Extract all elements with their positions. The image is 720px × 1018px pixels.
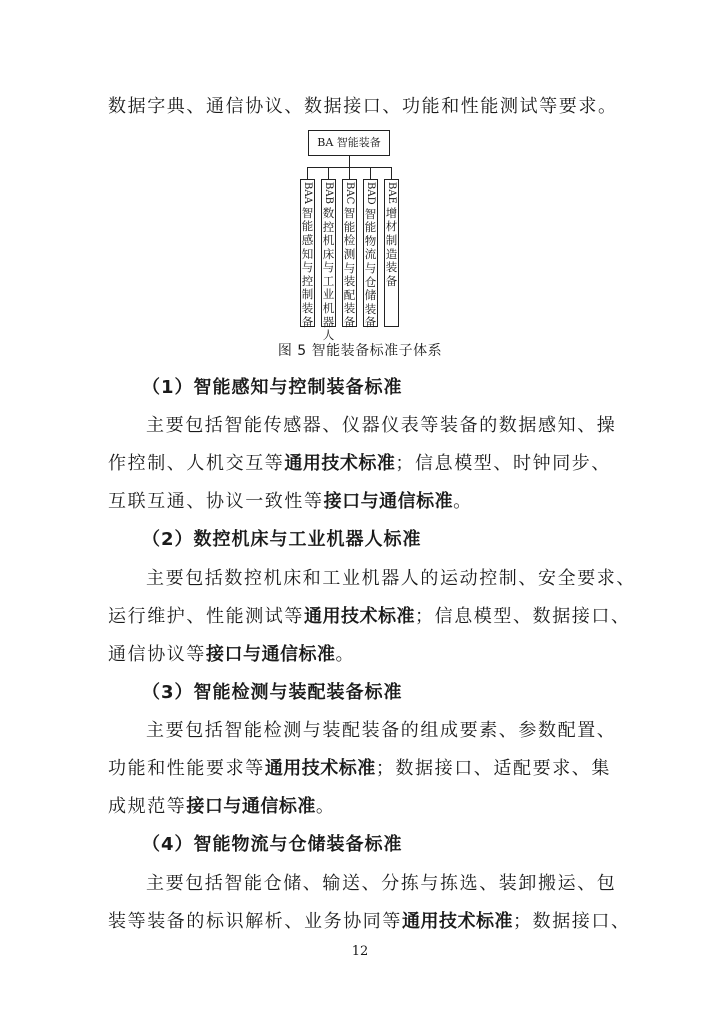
- section-heading-4: （4）智能物流与仓储装备标准: [142, 834, 403, 855]
- connector: [307, 167, 308, 179]
- page-number: 12: [351, 944, 369, 959]
- emphasis: 通用技术标准: [304, 606, 415, 627]
- intro-paragraph: 数据字典、通信协议、数据接口、功能和性能测试等要求。: [108, 96, 618, 117]
- connector: [391, 167, 392, 179]
- child-node-bab: [321, 179, 336, 343]
- node-code: BAB: [323, 182, 334, 204]
- paragraph-line: 主要包括智能传感器、仪器仪表等装备的数据感知、操: [146, 415, 617, 436]
- paragraph-line: 主要包括智能检测与装配装备的组成要素、参数配置、: [146, 720, 617, 741]
- paragraph-line: 装等装备的标识解析、业务协同等通用技术标准；数据接口、: [108, 911, 631, 932]
- section-heading-2: （2）数控机床与工业机器人标准: [142, 529, 422, 550]
- node-name: 智能物流与仓储装备: [364, 206, 377, 330]
- connector: [328, 167, 329, 179]
- connector: [370, 167, 371, 179]
- child-node-bad: [363, 179, 378, 330]
- emphasis: 接口与通信标准: [323, 491, 454, 512]
- emphasis: 通用技术标准: [402, 911, 513, 932]
- node-name: 智能检测与装配装备: [343, 206, 356, 329]
- connector: [349, 167, 350, 179]
- figure-caption: 图 5 智能装备标准子体系: [277, 343, 443, 359]
- node-code: BAC: [344, 182, 355, 205]
- paragraph-line: 通信协议等接口与通信标准。: [108, 644, 356, 665]
- section-heading-1: （1）智能感知与控制装备标准: [142, 377, 403, 398]
- emphasis: 通用技术标准: [284, 453, 396, 474]
- paragraph-line: 运行维护、性能测试等通用技术标准；信息模型、数据接口、: [108, 606, 631, 627]
- node-name: 增材制造装备: [385, 205, 398, 288]
- node-code: BAE: [386, 182, 397, 204]
- child-node-baa: [300, 179, 315, 327]
- node-name: 智能感知与控制装备: [301, 205, 314, 329]
- paragraph-line: 互联互通、协议一致性等接口与通信标准。: [108, 491, 473, 512]
- child-node-bac: [342, 179, 357, 327]
- paragraph-line: 主要包括数控机床和工业机器人的运动控制、安全要求、: [146, 568, 636, 589]
- paragraph-line: 成规范等接口与通信标准。: [108, 796, 336, 817]
- paragraph-line: 主要包括智能仓储、输送、分拣与拣选、装卸搬运、包: [146, 873, 617, 894]
- emphasis: 接口与通信标准: [206, 644, 336, 665]
- node-code: BAD: [365, 182, 376, 205]
- paragraph-line: 作控制、人机交互等通用技术标准；信息模型、时钟同步、: [108, 453, 612, 474]
- root-node-ba: BA 智能装备: [308, 130, 390, 156]
- node-code: BAA: [302, 182, 313, 204]
- section-heading-3: （3）智能检测与装配装备标准: [142, 682, 403, 703]
- child-node-bae: [384, 179, 399, 327]
- node-name: 数控机床与工业机器人: [322, 205, 335, 343]
- emphasis: 通用技术标准: [264, 758, 376, 779]
- emphasis: 接口与通信标准: [186, 796, 316, 817]
- paragraph-line: 功能和性能要求等通用技术标准；数据接口、适配要求、集: [108, 758, 612, 779]
